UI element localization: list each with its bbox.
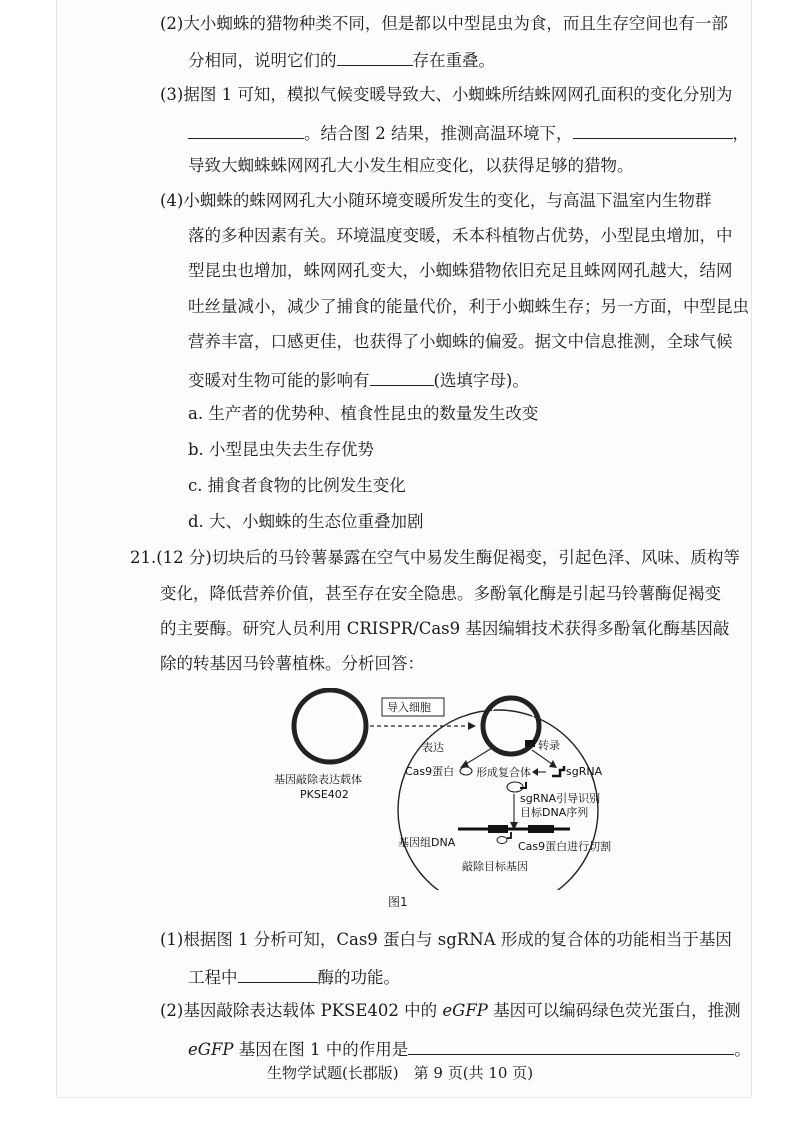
vector-label: 基因敲除表达载体 <box>274 773 362 786</box>
label-sgrna: sgRNA <box>566 765 603 778</box>
figure-caption: 图1 <box>388 895 408 909</box>
text: 基因可以编码绿色荧光蛋白，推测 <box>487 1001 741 1020</box>
q21-line1: 21.(12 分)切块后的马铃薯暴露在空气中易发生酶促褐变，引起色泽、风味、质构等 <box>130 548 740 567</box>
q20-part2-line1: (2)大小蜘蛛的猎物种类不同，但是都以中型昆虫为食，而且生存空间也有一部 <box>160 14 728 33</box>
q20-part4-line4: 吐丝量减小，减少了捕食的能量代价，利于小蜘蛛生存；另一方面，中型昆虫 <box>188 297 749 316</box>
label-knockout: 敲除目标基因 <box>462 860 528 873</box>
text: 存在重叠。 <box>412 51 495 70</box>
q20-part3-line2 <box>188 120 749 145</box>
q21-part1-line1: (1)根据图 1 分析可知，Cas9 蛋白与 sgRNA 形成的复合体的功能相当于基因 <box>160 930 732 949</box>
answer-blank[interactable] <box>408 1036 734 1055</box>
q21-part2-line2 <box>188 1036 751 1061</box>
answer-blank[interactable] <box>188 120 304 139</box>
q21-part2-line1 <box>160 1000 741 1022</box>
label-guide-1: sgRNA引导识别 <box>520 792 601 805</box>
answer-blank[interactable] <box>238 964 318 983</box>
q20-part4-line1: (4)小蜘蛛的蛛网网孔大小随环境变暖所发生的变化，与高温下温室内生物群 <box>160 191 712 210</box>
text: 。 <box>734 1040 751 1059</box>
option-c: c. 捕食者食物的比例发生变化 <box>188 476 406 495</box>
text: 基因在图 1 中的作用是 <box>233 1040 409 1059</box>
label-transcribe: 转录 <box>538 739 560 752</box>
label-cut: Cas9蛋白进行切割 <box>518 840 612 853</box>
text: 。结合图 2 结果，推测高温环境下， <box>304 124 573 143</box>
q20-part4-line2: 落的多种因素有关。环境温度变暖，禾本科植物占优势，小型昆虫增加，中 <box>188 226 733 245</box>
plasmid-vector <box>294 690 366 762</box>
q21-part1-line2 <box>188 964 400 989</box>
page-footer: 生物学试题(长郡版) 第 9 页(共 10 页) <box>266 1064 534 1082</box>
label-express: 表达 <box>422 741 444 754</box>
q21-line3: 的主要酶。研究人员利用 CRISPR/Cas9 基因编辑技术获得多酚氧化酶基因敲 <box>160 619 730 638</box>
q20-part3-line1: (3)据图 1 可知，模拟气候变暖导致大、小蜘蛛所结蛛网网孔面积的变化分别为 <box>160 85 733 104</box>
gene-name: eGFP <box>442 1001 488 1020</box>
text: 变暖对生物可能的影响有 <box>188 371 370 390</box>
label-complex: 形成复合体 <box>476 766 531 779</box>
cas9-protein-shape <box>460 767 472 775</box>
figure-1-diagram <box>270 688 630 890</box>
q20-part3-line3: 导致大蜘蛛蛛网网孔大小发生相应变化，以获得足够的猎物。 <box>188 156 634 175</box>
answer-blank[interactable] <box>573 120 733 139</box>
option-a: a. 生产者的优势种、植食性昆虫的数量发生改变 <box>188 404 539 423</box>
gene-name: eGFP <box>188 1040 234 1059</box>
text: (选填字母)。 <box>433 371 529 390</box>
text: 工程中 <box>188 968 238 987</box>
label-cas9: Cas9蛋白 <box>405 765 455 778</box>
q20-part2-line2 <box>188 47 495 72</box>
label-genomic-dna: 基因组DNA <box>398 836 456 849</box>
vector-name: PKSE402 <box>300 788 349 801</box>
text: (2)基因敲除表达载体 PKSE402 中的 <box>160 1001 443 1020</box>
text: ， <box>732 124 749 143</box>
text: 酶的功能。 <box>317 968 400 987</box>
answer-blank[interactable] <box>337 47 413 66</box>
label-guide-2: 目标DNA序列 <box>520 806 589 819</box>
q20-part4-line3: 型昆虫也增加，蛛网网孔变大，小蜘蛛猎物依旧充足且蛛网网孔越大，结网 <box>188 261 733 280</box>
answer-blank[interactable] <box>370 367 434 386</box>
q21-line4: 除的转基因马铃薯植株。分析回答： <box>160 654 424 673</box>
option-d: d. 大、小蜘蛛的生态位重叠加剧 <box>188 512 424 531</box>
q20-part4-line5: 营养丰富，口感更佳，也获得了小蜘蛛的偏爱。据文中信息推测，全球气候 <box>188 332 733 351</box>
option-b: b. 小型昆虫失去生存优势 <box>188 440 375 459</box>
arrow-label: 导入细胞 <box>387 701 431 714</box>
text: 分相同，说明它们的 <box>188 51 337 70</box>
q21-line2: 变化，降低营养价值，甚至存在安全隐患。多酚氧化酶是引起马铃薯酶促褐变 <box>160 584 721 603</box>
q20-part4-line6 <box>188 367 529 392</box>
